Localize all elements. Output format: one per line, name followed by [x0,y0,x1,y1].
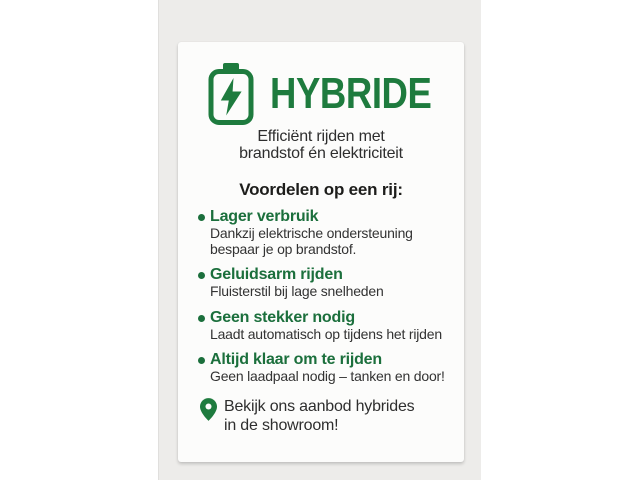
location-pin-icon [200,398,217,421]
bullet-dot-icon [198,272,205,279]
showroom-callout [200,397,464,435]
hybride-info-card [178,42,464,462]
benefit-title: Lager verbruik [210,208,319,225]
showroom-text [224,397,414,435]
benefits-list [178,208,464,385]
logo-row [178,63,464,125]
benefit-description: Dankzij elektrische ondersteuning bespaar je op brandstof. [210,225,413,257]
subtitle-line-2: brandstof én elektriciteit [239,145,403,162]
bullet-dot-icon [198,214,205,221]
benefit-description: Fluisterstil bij lage snelheden [210,283,384,299]
list-item [178,208,460,257]
benefits-heading: Voordelen op een rij: [239,180,403,199]
benefit-title: Geen stekker nodig [210,308,355,326]
photo-backdrop [158,0,481,480]
showroom-text-line-1: Bekijk ons aanbod hybrides [224,397,415,415]
showroom-text-line-2: in de showroom! [224,416,339,434]
brand-title: HYBRIDE [270,69,432,118]
list-item [178,351,460,385]
bullet-dot-icon [198,315,205,322]
benefit-description: Laadt automatisch op tijdens het rijden [210,325,442,342]
battery-lightning-icon [208,63,254,125]
list-item [178,266,460,300]
bullet-dot-icon [198,357,205,364]
list-item [178,309,460,343]
benefit-title: Geluidsarm rijden [210,266,343,283]
benefit-description: Geen laadpaal nodig – tanken en door! [210,368,445,384]
subtitle [178,128,464,162]
benefit-title: Altijd klaar om te rijden [210,351,382,368]
brand-title-wrap [270,69,434,118]
subtitle-line-1: Efficiënt rijden met [257,128,385,145]
